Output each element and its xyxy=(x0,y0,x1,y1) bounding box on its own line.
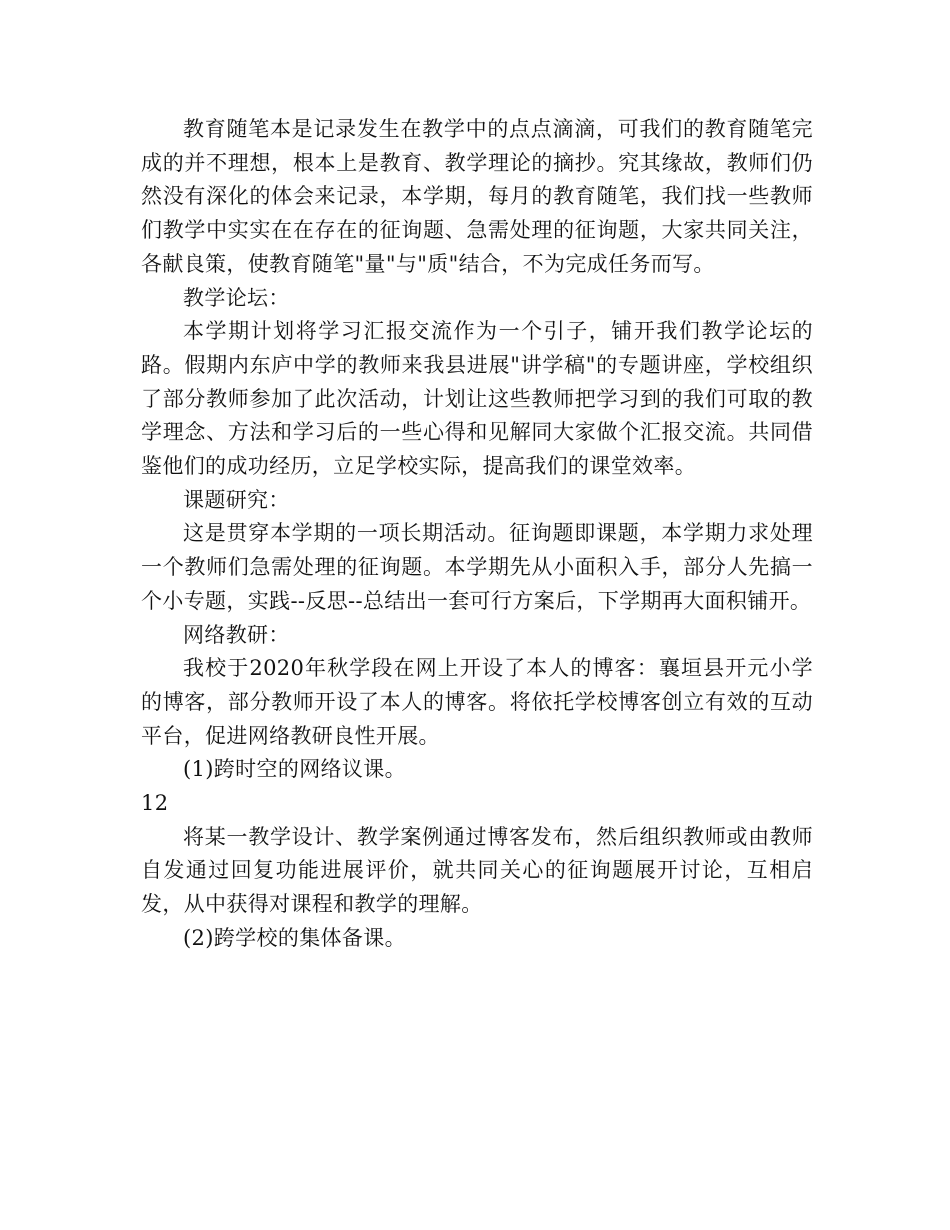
heading-online-lesson-discussion: (1)跨时空的网络议课。 xyxy=(183,757,406,782)
heading-topic-research: 课题研究： xyxy=(183,487,290,512)
paragraph-education-essay: 教育随笔本是记录发生在教学中的点点滴滴，可我们的教育随笔完成的并不理想，根本上是教育、教学理论的摘抄。究其缘故，教师们仍然没有深化的体会来记录，本学期，每月的教育随笔，我们找一些教师们教学中实实在在存在的征询题、急需处理的征询题，大家共同关注，各献良策，使教育随笔"量"与"质"结合，不为完成任务而写。 xyxy=(141,117,813,276)
heading-collective-lesson-prep: (2)跨学校的集体备课。 xyxy=(183,925,406,950)
heading-teaching-forum: 教学论坛： xyxy=(183,285,290,310)
page-number: 12 xyxy=(141,791,169,816)
paragraph-topic-research: 这是贯穿本学期的一项长期活动。征询题即课题，本学期力求处理一个教师们急需处理的征询题。本学期先从小面积入手，部分人先搞一个小专题，实践--反思--总结出一套可行方案后，下学期再大面积铺开。 xyxy=(141,521,813,613)
paragraph-teaching-forum: 本学期计划将学习汇报交流作为一个引子，铺开我们教学论坛的路。假期内东庐中学的教师来我县进展"讲学稿"的专题讲座，学校组织了部分教师参加了此次活动，计划让这些教师把学习到的我们可取的教学理念、方法和学习后的一些心得和见解同大家做个汇报交流。共同借鉴他们的成功经历，立足学校实际，提高我们的课堂效率。 xyxy=(141,319,813,479)
paragraph-blog-review: 将某一教学设计、教学案例通过博客发布，然后组织教师或由教师自发通过回复功能进展评价，就共同关心的征询题展开讨论，互相启发，从中获得对课程和教学的理解。 xyxy=(141,824,813,917)
document-body xyxy=(141,113,813,956)
paragraph-online-research: 我校于2020年秋学段在网上开设了本人的博客：襄垣县开元小学的博客，部分教师开设了本人的博客。将依托学校博客创立有效的互动平台，促进网络教研良性开展。 xyxy=(141,656,813,748)
heading-online-research: 网络教研： xyxy=(183,622,290,647)
